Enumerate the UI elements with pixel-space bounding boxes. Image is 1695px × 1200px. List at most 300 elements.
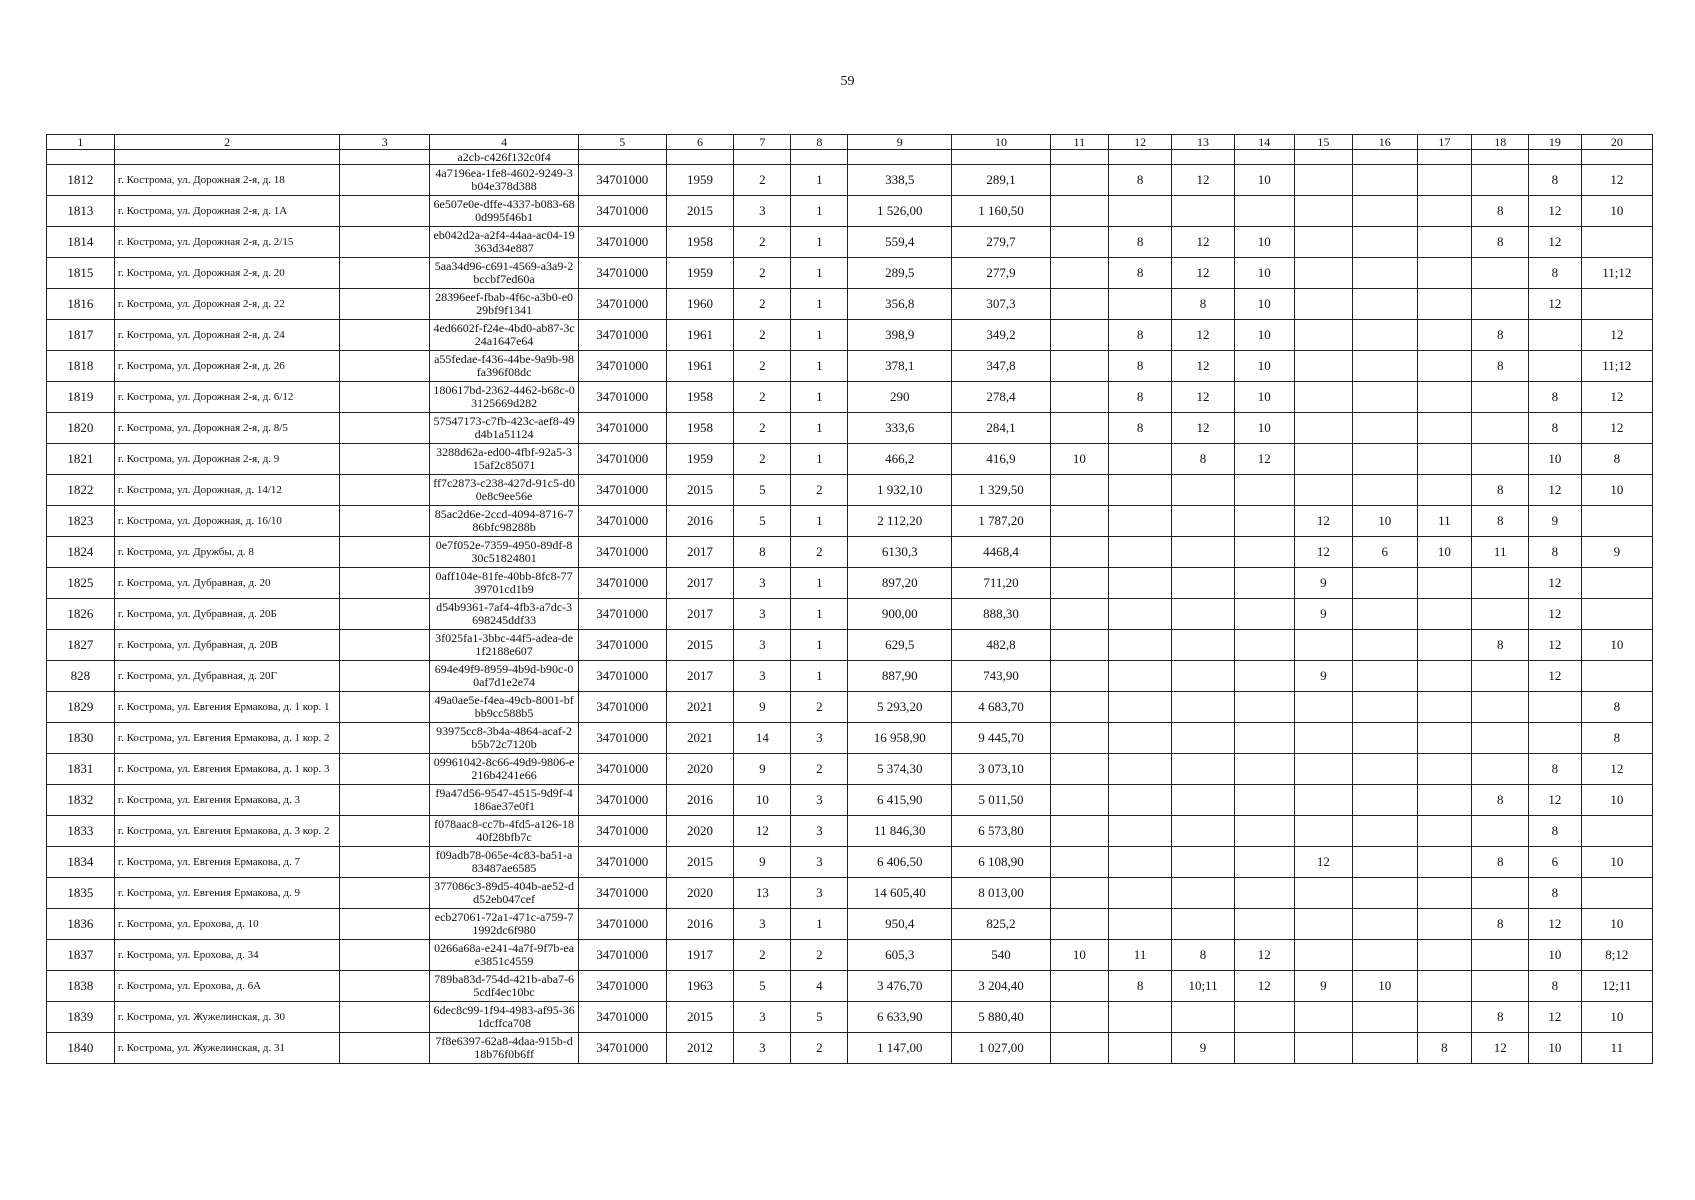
table-cell: 289,1 (952, 165, 1051, 196)
table-cell: 12 (1529, 785, 1582, 816)
table-cell: 8 (1529, 382, 1582, 413)
row-number-cell: 1812 (47, 165, 115, 196)
table-cell: 12;11 (1581, 971, 1652, 1002)
address-cell: г. Кострома, ул. Жужелинская, д. 31 (114, 1033, 340, 1064)
row-number-cell: 1818 (47, 351, 115, 382)
table-cell: 8 (1108, 382, 1171, 413)
year-cell: 1961 (666, 351, 734, 382)
table-cell (1294, 692, 1352, 723)
oktmo-cell: 34701000 (579, 909, 667, 940)
address-cell: г. Кострома, ул. Дубравная, д. 20Б (114, 599, 340, 630)
guid-cell: 7f8e6397-62a8-4daa-915b-d18b76f0b6ff (430, 1033, 579, 1064)
column-number-header: 7 (734, 135, 791, 150)
table-cell (1417, 723, 1472, 754)
table-cell (1234, 661, 1294, 692)
oktmo-cell: 34701000 (579, 816, 667, 847)
table-cell: 9 (1294, 599, 1352, 630)
table-cell (1050, 165, 1108, 196)
table-cell (1050, 475, 1108, 506)
address-cell: г. Кострома, ул. Дорожная 2-я, д. 18 (114, 165, 340, 196)
table-cell: 12 (1172, 258, 1234, 289)
address-cell: г. Кострома, ул. Евгения Ермакова, д. 1 кор. 2 (114, 723, 340, 754)
row-number-cell: 1820 (47, 413, 115, 444)
table-cell (1417, 878, 1472, 909)
table-cell (1234, 475, 1294, 506)
table-row (47, 196, 1653, 227)
table-cell: 3 (734, 196, 791, 227)
table-cell (1050, 599, 1108, 630)
table-cell (1294, 351, 1352, 382)
table-cell: 3 (734, 568, 791, 599)
guid-cell: 0e7f052e-7359-4950-89df-830c51824801 (430, 537, 579, 568)
table-cell (1172, 785, 1234, 816)
table-cell (1352, 150, 1417, 165)
table-cell: 3 (734, 909, 791, 940)
table-cell: 3 (791, 878, 848, 909)
table-cell: 1 526,00 (848, 196, 952, 227)
table-cell: 12 (1172, 351, 1234, 382)
table-cell (340, 816, 430, 847)
address-cell: г. Кострома, ул. Ерохова, д. 34 (114, 940, 340, 971)
table-cell: 8 (1417, 1033, 1472, 1064)
table-cell: 8 013,00 (952, 878, 1051, 909)
table-cell: 8 (1472, 847, 1529, 878)
column-number-header: 15 (1294, 135, 1352, 150)
table-cell: 9 (734, 847, 791, 878)
guid-cell: f078aac8-cc7b-4fd5-a126-1840f28bfb7c (430, 816, 579, 847)
year-cell: 1959 (666, 444, 734, 475)
table-cell: 8 (1472, 785, 1529, 816)
table-cell (1581, 568, 1652, 599)
table-cell (1294, 382, 1352, 413)
table-cell (1050, 258, 1108, 289)
oktmo-cell: 34701000 (579, 568, 667, 599)
row-number-cell: 1833 (47, 816, 115, 847)
table-cell (340, 940, 430, 971)
table-cell: 5 (734, 971, 791, 1002)
table-cell (1234, 1033, 1294, 1064)
table-cell: 8 (1108, 227, 1171, 258)
year-cell: 2016 (666, 909, 734, 940)
table-cell: 10 (1581, 785, 1652, 816)
table-cell (1417, 568, 1472, 599)
table-cell: 284,1 (952, 413, 1051, 444)
oktmo-cell: 34701000 (579, 382, 667, 413)
table-cell (1172, 878, 1234, 909)
table-cell (1234, 196, 1294, 227)
table-cell (1172, 661, 1234, 692)
column-number-header: 10 (952, 135, 1051, 150)
table-row (47, 599, 1653, 630)
row-number-cell: 1827 (47, 630, 115, 661)
table-cell: 3 (734, 661, 791, 692)
row-number-cell: 1838 (47, 971, 115, 1002)
table-cell (1417, 289, 1472, 320)
column-number-header: 18 (1472, 135, 1529, 150)
table-cell (1294, 320, 1352, 351)
table-cell (1352, 692, 1417, 723)
guid-cell: 0aff104e-81fe-40bb-8fc8-7739701cd1b9 (430, 568, 579, 599)
table-cell (1234, 847, 1294, 878)
table-cell (340, 878, 430, 909)
guid-cell: 3288d62a-ed00-4fbf-92a5-315af2c85071 (430, 444, 579, 475)
address-cell: г. Кострома, ул. Дорожная 2-я, д. 1А (114, 196, 340, 227)
table-cell (1294, 289, 1352, 320)
table-cell (1108, 723, 1171, 754)
table-row (47, 816, 1653, 847)
table-cell (1417, 150, 1472, 165)
table-cell (1172, 1002, 1234, 1033)
table-cell (1050, 785, 1108, 816)
table-row (47, 754, 1653, 785)
guid-cell: f09adb78-065e-4c83-ba51-a83487ae6585 (430, 847, 579, 878)
table-cell: 10 (1352, 971, 1417, 1002)
table-cell: 9 (1294, 568, 1352, 599)
table-cell (1172, 630, 1234, 661)
oktmo-cell: 34701000 (579, 444, 667, 475)
table-cell (1108, 661, 1171, 692)
table-row (47, 351, 1653, 382)
row-number-cell: 1813 (47, 196, 115, 227)
row-number-cell: 1814 (47, 227, 115, 258)
table-cell (1234, 537, 1294, 568)
table-cell (1472, 940, 1529, 971)
table-cell: 12 (1581, 320, 1652, 351)
table-cell: 10 (1581, 1002, 1652, 1033)
guid-cell: 57547173-c7fb-423c-aef8-49d4b1a51124 (430, 413, 579, 444)
table-cell (1352, 630, 1417, 661)
table-cell: 11 (1581, 1033, 1652, 1064)
table-cell (1294, 150, 1352, 165)
guid-cell: eb042d2a-a2f4-44aa-ac04-19363d34e887 (430, 227, 579, 258)
row-number-cell: 1840 (47, 1033, 115, 1064)
table-cell: 9 (1581, 537, 1652, 568)
table-cell (1352, 413, 1417, 444)
column-number-header: 3 (340, 135, 430, 150)
table-cell (1417, 661, 1472, 692)
table-cell (1417, 351, 1472, 382)
table-row (47, 506, 1653, 537)
table-cell (1108, 475, 1171, 506)
table-cell: 8 (1108, 351, 1171, 382)
table-cell (340, 227, 430, 258)
table-cell: 2 (791, 537, 848, 568)
column-number-header: 5 (579, 135, 667, 150)
table-cell (1352, 382, 1417, 413)
table-cell (47, 150, 115, 165)
table-cell (1050, 1002, 1108, 1033)
year-cell: 1958 (666, 382, 734, 413)
table-row (47, 258, 1653, 289)
table-cell (1050, 537, 1108, 568)
table-cell (1417, 909, 1472, 940)
table-cell: 5 (734, 475, 791, 506)
column-number-header: 20 (1581, 135, 1652, 150)
table-cell (1472, 754, 1529, 785)
table-cell (340, 506, 430, 537)
table-cell: 278,4 (952, 382, 1051, 413)
table-cell (1108, 1002, 1171, 1033)
table-cell (1108, 506, 1171, 537)
table-cell: 8 (1108, 165, 1171, 196)
table-cell: 12 (1172, 320, 1234, 351)
table-cell: 8 (1581, 723, 1652, 754)
table-cell (1581, 816, 1652, 847)
table-cell: 12 (1294, 506, 1352, 537)
address-cell: г. Кострома, ул. Евгения Ермакова, д. 1 кор. 3 (114, 754, 340, 785)
table-cell (1417, 599, 1472, 630)
oktmo-cell: 34701000 (579, 1002, 667, 1033)
address-cell: г. Кострома, ул. Дорожная 2-я, д. 24 (114, 320, 340, 351)
table-cell: 9 (1294, 971, 1352, 1002)
table-cell: 14 605,40 (848, 878, 952, 909)
table-cell: 540 (952, 940, 1051, 971)
table-cell (1172, 723, 1234, 754)
guid-cell: 49a0ae5e-f4ea-49cb-8001-bfbb9cc588b5 (430, 692, 579, 723)
table-cell (1294, 165, 1352, 196)
table-cell (1352, 351, 1417, 382)
table-cell: 3 (791, 723, 848, 754)
table-cell (1472, 289, 1529, 320)
row-number-cell: 1824 (47, 537, 115, 568)
table-cell: 12 (1529, 227, 1582, 258)
table-cell (1234, 630, 1294, 661)
table-cell: 8 (1172, 444, 1234, 475)
table-cell (1352, 816, 1417, 847)
table-cell: 10 (1234, 320, 1294, 351)
row-number-cell: 1819 (47, 382, 115, 413)
table-cell: 12 (1172, 382, 1234, 413)
table-cell (340, 723, 430, 754)
year-cell: 2015 (666, 196, 734, 227)
table-cell: 8 (1172, 289, 1234, 320)
table-cell: 8 (1172, 940, 1234, 971)
table-cell: 629,5 (848, 630, 952, 661)
table-cell (340, 196, 430, 227)
table-cell: 2 (734, 165, 791, 196)
table-cell (1352, 475, 1417, 506)
row-number-cell: 1825 (47, 568, 115, 599)
table-cell: 1 160,50 (952, 196, 1051, 227)
row-number-cell: 1822 (47, 475, 115, 506)
table-cell: 10 (1581, 847, 1652, 878)
table-row (47, 289, 1653, 320)
table-cell (1050, 506, 1108, 537)
table-cell (1050, 661, 1108, 692)
table-cell (340, 630, 430, 661)
table-cell (1294, 1033, 1352, 1064)
table-cell: 5 374,30 (848, 754, 952, 785)
table-cell: 10 (1417, 537, 1472, 568)
table-cell: 10 (1581, 909, 1652, 940)
table-cell (1417, 227, 1472, 258)
oktmo-cell: 34701000 (579, 630, 667, 661)
table-cell: 12 (1294, 537, 1352, 568)
table-cell (1172, 599, 1234, 630)
table-cell (1352, 723, 1417, 754)
table-cell: 3 (734, 1033, 791, 1064)
table-cell (1417, 785, 1472, 816)
table-cell (1472, 413, 1529, 444)
table-cell: 9 (1172, 1033, 1234, 1064)
guid-cell: a55fedae-f436-44be-9a9b-98fa396f08dc (430, 351, 579, 382)
table-cell: 10 (1234, 413, 1294, 444)
table-cell (1352, 196, 1417, 227)
table-cell: 8 (1108, 320, 1171, 351)
table-cell: 1 (791, 320, 848, 351)
table-cell: 1 (791, 258, 848, 289)
address-cell: г. Кострома, ул. Дорожная 2-я, д. 2/15 (114, 227, 340, 258)
table-cell: 12 (1529, 661, 1582, 692)
table-cell (1352, 444, 1417, 475)
table-cell (1352, 940, 1417, 971)
table-cell: 1 (791, 661, 848, 692)
oktmo-cell: 34701000 (579, 227, 667, 258)
row-number-cell: 1834 (47, 847, 115, 878)
row-number-cell: 1821 (47, 444, 115, 475)
table-cell: 8 (1581, 444, 1652, 475)
table-cell (1050, 847, 1108, 878)
table-cell (1172, 506, 1234, 537)
table-cell (1581, 506, 1652, 537)
table-cell (1050, 630, 1108, 661)
table-cell (1172, 847, 1234, 878)
table-cell (1417, 320, 1472, 351)
table-row (47, 878, 1653, 909)
table-cell: 482,8 (952, 630, 1051, 661)
table-cell (114, 150, 340, 165)
table-cell (1352, 599, 1417, 630)
table-cell (1352, 258, 1417, 289)
table-cell (1352, 847, 1417, 878)
table-cell: 416,9 (952, 444, 1051, 475)
table-cell: 8 (1529, 971, 1582, 1002)
table-cell (1529, 320, 1582, 351)
row-number-cell: 1823 (47, 506, 115, 537)
table-cell (340, 568, 430, 599)
table-cell: 12 (1581, 165, 1652, 196)
table-cell (1417, 847, 1472, 878)
table-cell (1172, 475, 1234, 506)
table-cell: 10;11 (1172, 971, 1234, 1002)
address-cell: г. Кострома, ул. Дорожная, д. 16/10 (114, 506, 340, 537)
column-number-header: 6 (666, 135, 734, 150)
table-cell (340, 1002, 430, 1033)
table-cell (1050, 692, 1108, 723)
table-cell: 1 329,50 (952, 475, 1051, 506)
table-cell: 10 (1581, 630, 1652, 661)
table-cell: 605,3 (848, 940, 952, 971)
table-cell: 8 (1472, 351, 1529, 382)
row-number-cell: 828 (47, 661, 115, 692)
table-cell (1234, 692, 1294, 723)
table-row (47, 847, 1653, 878)
table-cell: 290 (848, 382, 952, 413)
table-cell: 1 027,00 (952, 1033, 1051, 1064)
table-cell (1472, 599, 1529, 630)
table-cell: 6 406,50 (848, 847, 952, 878)
table-cell (1417, 1002, 1472, 1033)
table-cell (1050, 816, 1108, 847)
oktmo-cell: 34701000 (579, 878, 667, 909)
table-cell (340, 165, 430, 196)
oktmo-cell: 34701000 (579, 506, 667, 537)
table-cell: 1 (791, 444, 848, 475)
year-cell: 2015 (666, 847, 734, 878)
table-cell (1529, 150, 1582, 165)
table-cell (1172, 816, 1234, 847)
table-cell: 10 (1581, 475, 1652, 506)
table-cell (1417, 382, 1472, 413)
table-cell: 12 (1172, 165, 1234, 196)
table-cell (1294, 444, 1352, 475)
table-cell (1234, 816, 1294, 847)
year-cell: 2015 (666, 1002, 734, 1033)
table-cell (1172, 568, 1234, 599)
year-cell: 1961 (666, 320, 734, 351)
table-cell: 349,2 (952, 320, 1051, 351)
table-cell: 6 (1529, 847, 1582, 878)
column-number-header: 4 (430, 135, 579, 150)
oktmo-cell: 34701000 (579, 1033, 667, 1064)
table-cell (1050, 878, 1108, 909)
address-cell: г. Кострома, ул. Дубравная, д. 20Г (114, 661, 340, 692)
table-cell: 11 (1417, 506, 1472, 537)
table-cell: 2 (734, 382, 791, 413)
table-row (47, 692, 1653, 723)
table-cell (1050, 909, 1108, 940)
table-cell: 10 (1529, 940, 1582, 971)
table-row (47, 630, 1653, 661)
table-cell (1472, 165, 1529, 196)
table-cell: 347,8 (952, 351, 1051, 382)
table-cell (340, 289, 430, 320)
table-row (47, 785, 1653, 816)
table-cell (1108, 196, 1171, 227)
table-cell: 11;12 (1581, 351, 1652, 382)
table-cell (1581, 289, 1652, 320)
table-row (47, 413, 1653, 444)
table-cell (1581, 878, 1652, 909)
address-cell: г. Кострома, ул. Дорожная 2-я, д. 26 (114, 351, 340, 382)
table-cell: 1 (791, 909, 848, 940)
guid-cell: 6e507e0e-dffe-4337-b083-680d995f46b1 (430, 196, 579, 227)
table-cell (1472, 878, 1529, 909)
table-cell: 3 073,10 (952, 754, 1051, 785)
table-cell (1050, 150, 1108, 165)
table-cell: 1 147,00 (848, 1033, 952, 1064)
table-cell: 3 (734, 1002, 791, 1033)
table-cell: 1 (791, 568, 848, 599)
column-number-header: 14 (1234, 135, 1294, 150)
table-cell (1234, 909, 1294, 940)
table-cell: 8 (1108, 258, 1171, 289)
table-cell (1417, 475, 1472, 506)
table-cell (1050, 723, 1108, 754)
table-cell: 3 (734, 630, 791, 661)
table-cell (1472, 661, 1529, 692)
year-cell: 2017 (666, 537, 734, 568)
table-cell (340, 258, 430, 289)
table-cell: 5 880,40 (952, 1002, 1051, 1033)
housing-registry-table (46, 134, 1653, 1064)
table-cell: 2 (734, 351, 791, 382)
table-cell: 2 (734, 940, 791, 971)
table-cell: 378,1 (848, 351, 952, 382)
table-cell (1417, 971, 1472, 1002)
table-cell: 6 (1352, 537, 1417, 568)
table-cell (1472, 382, 1529, 413)
